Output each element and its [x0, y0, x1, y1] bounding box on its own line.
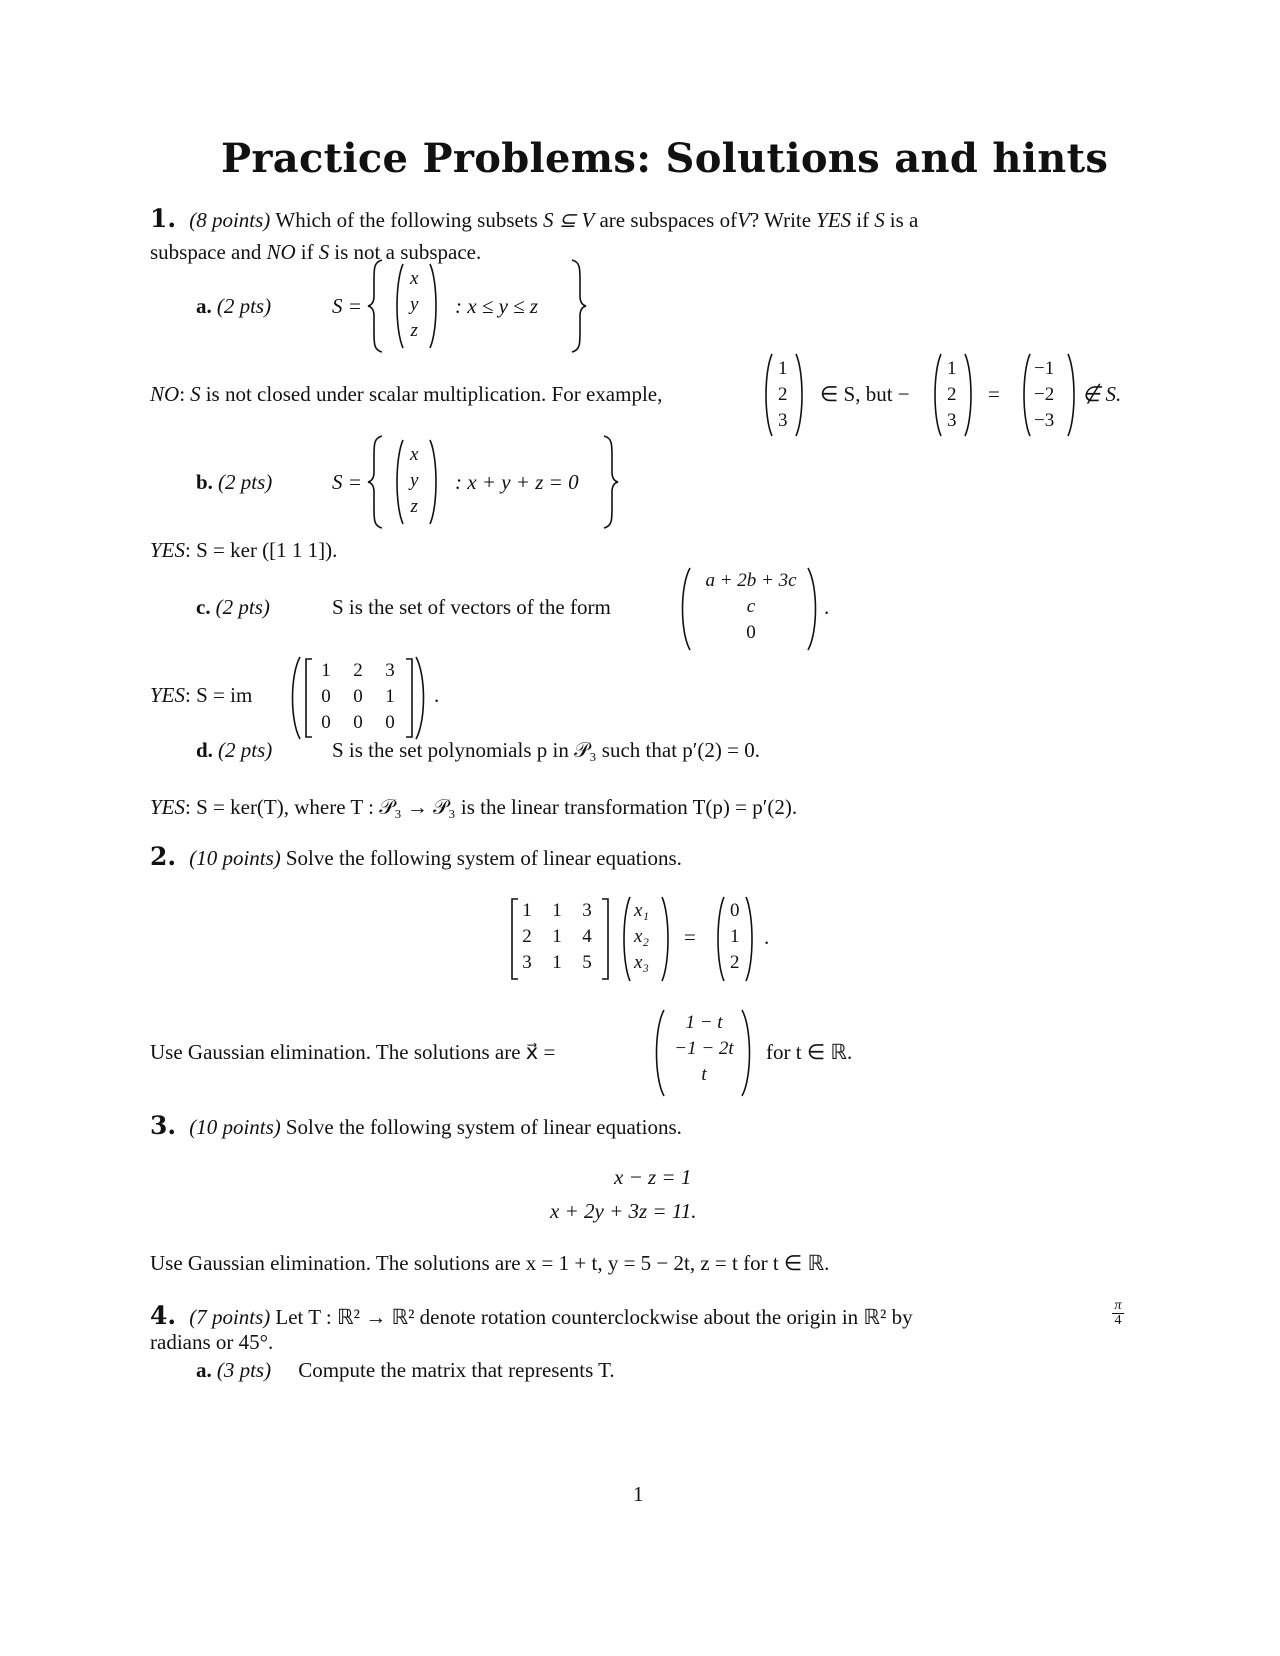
problem-number: 1.	[150, 204, 177, 233]
part-label: b.	[196, 470, 213, 494]
matrix-entry: 0	[353, 686, 363, 707]
problem-text: subspace and	[150, 240, 262, 264]
problem-1-header	[150, 204, 918, 233]
matrix-entry: 1	[385, 686, 395, 707]
matrix-entry: 0	[353, 712, 363, 733]
left-paren	[714, 895, 726, 983]
answer-3: Use Gaussian elimination. The solutions are x = 1 + t, y = 5 − 2t, z = t for t ∈ ℝ.	[150, 1251, 830, 1275]
period: .	[434, 683, 440, 707]
part-points: (2 pts)	[215, 595, 270, 619]
vector-entry: t	[701, 1064, 707, 1085]
vector-123	[778, 356, 788, 434]
part-text: Compute the matrix that represents T.	[298, 1358, 615, 1382]
problem-points: (10 points)	[189, 1115, 281, 1139]
right-bracket	[404, 658, 414, 738]
part-label: d.	[196, 738, 213, 762]
answer-1b	[150, 538, 337, 563]
left-paren	[393, 438, 405, 526]
problem-3-header	[150, 1111, 682, 1140]
vector-entry: c	[746, 596, 756, 617]
answer-text: : S = im	[185, 683, 253, 707]
part-1d-text: S is the set polynomials p in 𝒫₃ such that p′(2) = 0.	[332, 738, 760, 762]
vector-entry: 2	[730, 952, 740, 973]
vector-entry: z	[410, 496, 418, 517]
matrix-entry: 1	[321, 660, 331, 681]
vector-123	[947, 356, 957, 434]
right-paren	[1066, 352, 1078, 438]
left-paren	[678, 566, 692, 652]
answer-1d	[150, 795, 797, 820]
vector-entry: 1	[730, 926, 740, 947]
vector-xyz	[410, 442, 418, 520]
problem-2-header	[150, 842, 682, 871]
vector-entry: 3	[778, 410, 788, 431]
math-text: V	[737, 208, 750, 232]
answer-text: : S = ker(T), where T : 𝒫₃ → 𝒫₃ is the linear transformation T(p) = p′(2).	[185, 795, 798, 819]
math-text: S	[190, 382, 201, 406]
in-S-text: ∈ S, but −	[820, 382, 910, 406]
matrix-entry: 5	[582, 952, 592, 973]
part-label: c.	[196, 595, 211, 619]
matrix-2	[512, 898, 602, 976]
not-in-S-text: ∉ S.	[1082, 382, 1122, 406]
problem-points: (8 points)	[189, 208, 271, 232]
matrix-entry: 2	[353, 660, 363, 681]
part-points: (2 pts)	[216, 294, 272, 318]
answer-text: : S = ker ([1 1 1]).	[185, 538, 338, 562]
part-1d-label	[196, 738, 272, 763]
math-text: S	[874, 208, 885, 232]
yes-word: YES	[150, 683, 186, 707]
vector-entry: −1	[1034, 358, 1055, 379]
right-paren	[428, 438, 440, 526]
vector-entry: −1 − 2t	[674, 1038, 734, 1059]
left-paren	[652, 1008, 666, 1098]
matrix-entry: 1	[552, 926, 562, 947]
period: .	[824, 595, 830, 619]
vector-entry: 0	[746, 622, 756, 643]
problem-text: if	[856, 208, 870, 232]
vector-entry: 2	[778, 384, 788, 405]
vector-entry: z	[410, 320, 418, 341]
part-4a	[196, 1358, 615, 1383]
vector-entry: 0	[730, 900, 740, 921]
problem-text: Solve the following system of linear equations.	[285, 1115, 682, 1139]
left-paren	[393, 262, 405, 350]
part-1b-label	[196, 470, 272, 495]
right-paren	[806, 566, 820, 652]
math-text: S	[318, 240, 330, 264]
vector-abc	[692, 568, 810, 646]
period: .	[764, 925, 770, 949]
problem-text: are subspaces of	[599, 208, 738, 232]
part-label: a.	[196, 1358, 212, 1382]
problem-number: 3.	[150, 1111, 177, 1140]
answer-1a	[150, 382, 662, 407]
left-paren	[288, 655, 302, 741]
fraction-pi-4	[1112, 1299, 1124, 1328]
fraction-denominator: 4	[1114, 1313, 1122, 1328]
set-lhs: S =	[332, 470, 362, 494]
equals-sign: =	[684, 925, 696, 949]
equation-1: x − z = 1	[614, 1165, 692, 1189]
problem-4-header	[150, 1301, 913, 1330]
no-word: NO	[266, 240, 296, 264]
problem-text: is not a subspace.	[334, 240, 482, 264]
vector-b	[730, 898, 740, 976]
vector-entry: 1	[778, 358, 788, 379]
answer-2: Use Gaussian elimination. The solutions are x⃗ =	[150, 1040, 556, 1064]
vector-xyz	[410, 266, 418, 344]
page-number: 1	[633, 1482, 644, 1506]
vector-entry: −2	[1034, 384, 1055, 405]
left-paren	[620, 895, 632, 983]
part-1c-label	[196, 595, 270, 620]
vector-entry: x₁	[634, 900, 650, 921]
problem-number: 2.	[150, 842, 177, 871]
right-paren	[414, 655, 428, 741]
right-paren	[794, 352, 806, 438]
vector-entry: y	[410, 470, 419, 491]
problem-text: Which of the following subsets	[275, 208, 538, 232]
solution-vector	[666, 1010, 742, 1088]
vector-entry: x₂	[634, 926, 650, 947]
problem-text: ? Write	[749, 208, 812, 232]
vector-entry: x	[410, 444, 419, 465]
right-brace	[568, 258, 588, 354]
vector-neg123	[1034, 356, 1054, 434]
matrix-entry: 0	[385, 712, 395, 733]
problem-points: (7 points)	[189, 1305, 271, 1329]
vector-entry: y	[410, 294, 419, 315]
part-points: (3 pts)	[216, 1358, 272, 1382]
left-brace	[366, 258, 386, 354]
vector-entry: −3	[1034, 410, 1055, 431]
page-title: Practice Problems: Solutions and hints	[221, 135, 1109, 182]
fraction-numerator: π	[1114, 1298, 1122, 1313]
vector-x	[634, 898, 649, 976]
vector-entry: 3	[947, 410, 957, 431]
yes-word: YES	[816, 208, 852, 232]
part-points: (2 pts)	[218, 470, 273, 494]
answer-1c	[150, 683, 252, 708]
matrix-entry: 3	[385, 660, 395, 681]
problem-number: 4.	[150, 1301, 177, 1330]
vector-entry: a + 2b + 3c	[705, 570, 797, 591]
left-paren	[931, 352, 943, 438]
vector-entry: 1	[947, 358, 957, 379]
right-bracket	[600, 898, 610, 980]
problem-text: Solve the following system of linear equations.	[285, 846, 682, 870]
left-brace	[366, 434, 386, 530]
set-condition: : x + y + z = 0	[455, 470, 579, 494]
matrix-entry: 3	[522, 952, 532, 973]
left-paren	[762, 352, 774, 438]
part-label: a.	[196, 294, 212, 318]
right-paren	[428, 262, 440, 350]
math-text: S ⊆ V	[542, 208, 595, 232]
matrix-entry: 1	[552, 952, 562, 973]
no-word: NO	[150, 382, 180, 406]
matrix-entry: 3	[582, 900, 592, 921]
part-points: (2 pts)	[218, 738, 273, 762]
set-condition: : x ≤ y ≤ z	[455, 294, 539, 318]
equals-sign: =	[988, 382, 1000, 406]
right-paren	[744, 895, 756, 983]
right-paren	[963, 352, 975, 438]
right-brace	[600, 434, 620, 530]
matrix-entry: 2	[522, 926, 532, 947]
answer-2-tail: for t ∈ ℝ.	[766, 1040, 853, 1064]
right-paren	[660, 895, 672, 983]
equation-2: x + 2y + 3z = 11.	[550, 1199, 697, 1223]
answer-text: :	[179, 382, 186, 406]
problem-text: is a	[889, 208, 919, 232]
matrix-entry: 0	[321, 712, 331, 733]
vector-entry: 2	[947, 384, 957, 405]
matrix-entry: 1	[522, 900, 532, 921]
problem-4-line2: radians or 45°.	[150, 1330, 274, 1354]
matrix-entry: 4	[582, 926, 592, 947]
matrix-1c	[310, 658, 406, 736]
problem-points: (10 points)	[189, 846, 281, 870]
left-paren	[1020, 352, 1032, 438]
yes-word: YES	[150, 538, 186, 562]
problem-text: if	[300, 240, 314, 264]
vector-entry: x	[410, 268, 419, 289]
yes-word: YES	[150, 795, 186, 819]
matrix-entry: 0	[321, 686, 331, 707]
vector-entry: 1 − t	[685, 1012, 723, 1033]
vector-entry: x₃	[634, 952, 650, 973]
part-1a-label	[196, 294, 271, 319]
matrix-entry: 1	[552, 900, 562, 921]
answer-text: is not closed under scalar multiplication. For example,	[205, 382, 663, 406]
part-1c-text: S is the set of vectors of the form	[332, 595, 611, 619]
problem-text: Let T : ℝ² → ℝ² denote rotation counterclockwise about the origin in ℝ² by	[275, 1305, 913, 1329]
set-lhs: S =	[332, 294, 362, 318]
right-paren	[740, 1008, 754, 1098]
